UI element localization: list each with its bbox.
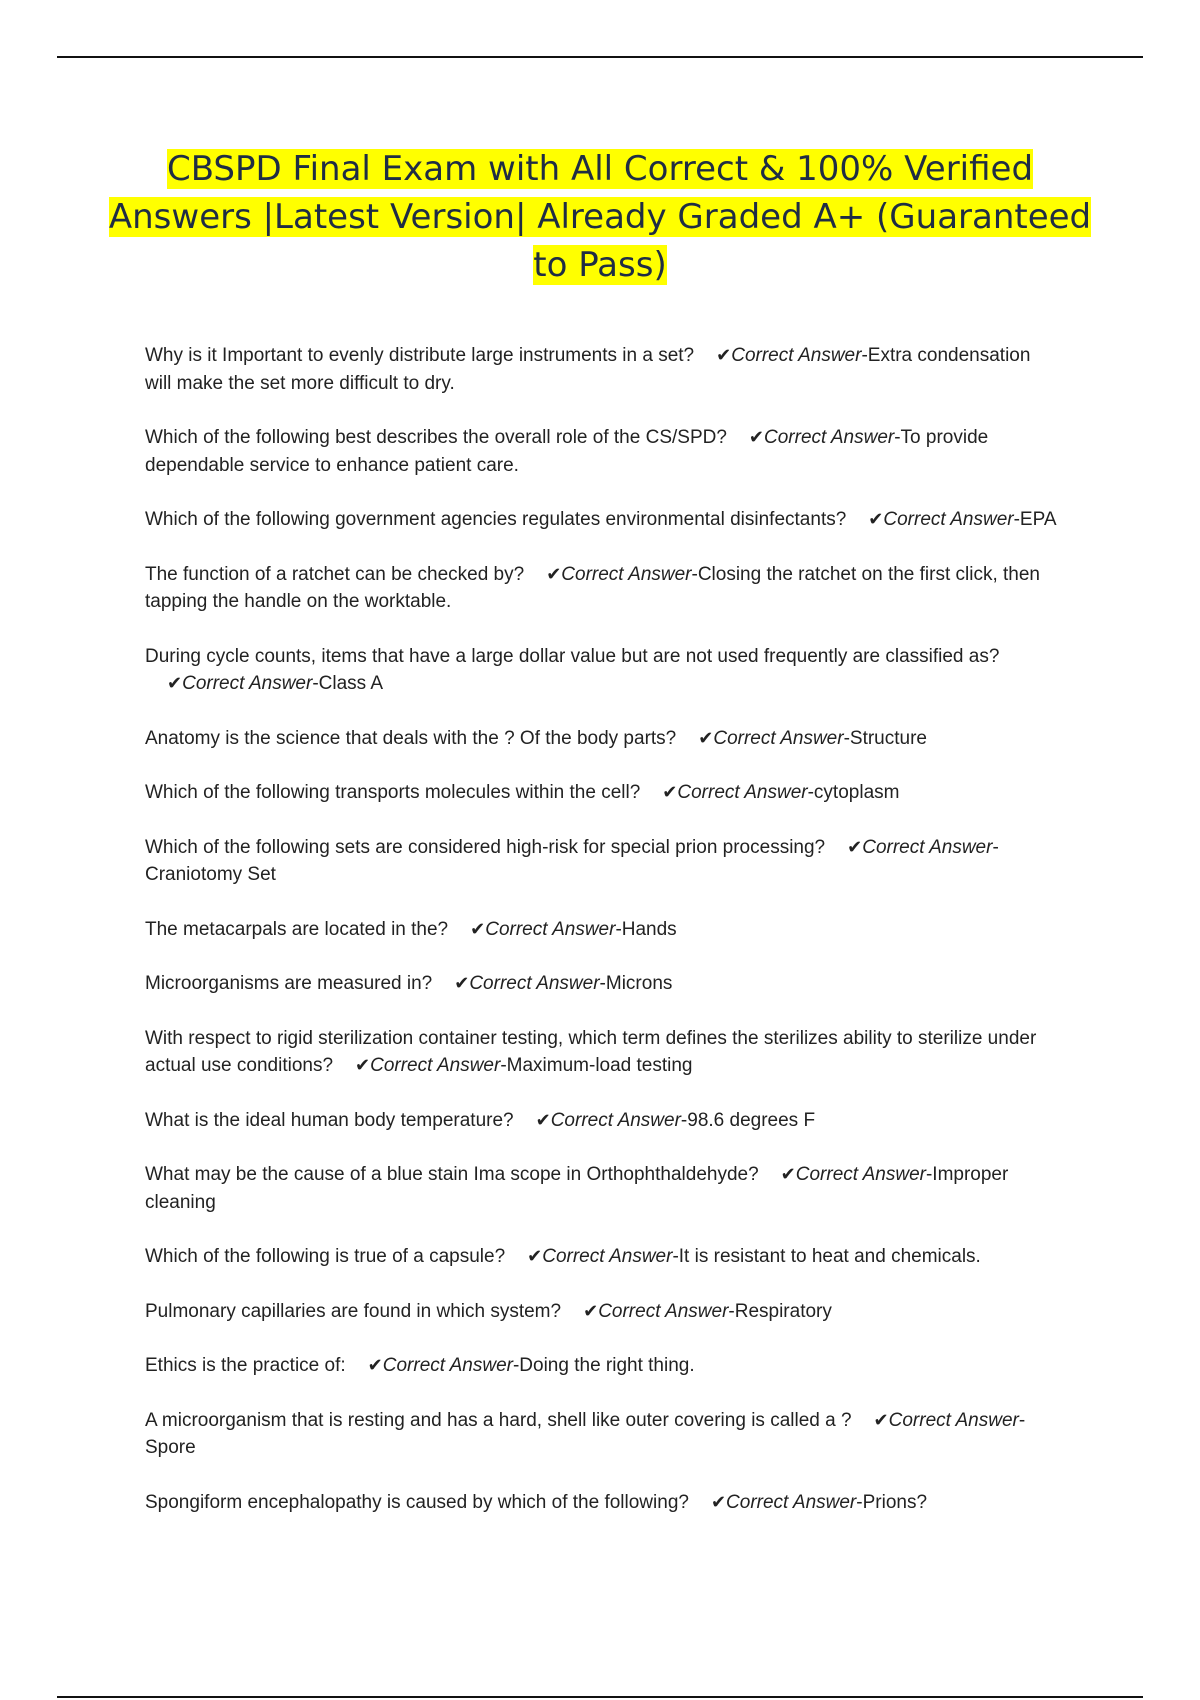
answer-text: -Spore [145,1409,1026,1458]
answer-text: -Microns [599,973,673,994]
checkmark-icon: ✔ [167,673,183,694]
qa-item [145,561,1060,616]
question-text: Why is it Important to evenly distribute large instruments in a set? [145,345,695,366]
question-text: Which of the following transports molecules within the cell? [145,782,641,803]
checkmark-icon: ✔ [780,1164,796,1185]
answer-text: -98.6 degrees F [680,1109,816,1131]
answer-label: Correct Answer [764,427,895,448]
answer-label: Correct Answer [883,509,1014,530]
checkmark-icon: ✔ [710,1491,727,1513]
document-title [100,145,1100,289]
answer-text: -Extra condensation will make the set more difficult to dry. [145,345,1031,394]
checkmark-icon: ✔ [367,1355,383,1376]
qa-item [145,643,1060,698]
answer-text: -Maximum-load testing [500,1055,693,1076]
question-text: Which of the following government agencies regulates environmental disinfectants? [145,509,847,530]
answer-text: -Hands [615,918,677,940]
answer-label: Correct Answer [370,1055,501,1076]
answer-label: Correct Answer [550,1109,681,1131]
answer-label: Correct Answer [713,727,844,749]
answer-label: Correct Answer [469,973,600,994]
checkmark-icon: ✔ [748,427,764,448]
qa-item [145,1161,1060,1216]
qa-item [145,1352,1060,1380]
answer-text: -Doing the right thing. [512,1355,695,1376]
qa-item [145,342,1060,397]
qa-item [145,1243,1060,1271]
answer-label: Correct Answer [862,836,993,858]
qa-item [145,834,1060,889]
qa-item [145,1107,1060,1135]
qa-item [145,725,1060,753]
question-text: Pulmonary capillaries are found in which system? [145,1300,562,1322]
answer-text: -Improper cleaning [145,1164,1009,1213]
top-divider [57,56,1143,58]
question-text: The function of a ratchet can be checked by? [145,563,525,585]
checkmark-icon: ✔ [535,1109,551,1131]
answer-text: -Craniotomy Set [145,836,999,885]
qa-item [145,506,1060,534]
answer-label: Correct Answer [542,1246,673,1267]
answer-text: -Prions? [856,1491,928,1513]
answer-label: Correct Answer [485,918,616,940]
answer-text: -Closing the ratchet on the first click, then tapping the handle on the worktable. [145,563,1040,612]
answer-label: Correct Answer [598,1300,729,1322]
qa-item [145,424,1060,479]
answer-label: Correct Answer [726,1491,857,1513]
qa-item [145,1025,1060,1080]
question-text: Spongiform encephalopathy is caused by which of the following? [145,1491,689,1513]
answer-text: -It is resistant to heat and chemicals. [672,1246,981,1267]
checkmark-icon: ✔ [355,1055,371,1076]
question-text: Which of the following sets are considered high-risk for special prion processing? [145,836,826,858]
answer-label: Correct Answer [561,563,692,585]
answer-text: -Structure [843,727,927,749]
question-text: What may be the cause of a blue stain Ima scope in Orthophthaldehyde? [145,1164,759,1185]
checkmark-icon: ✔ [716,345,732,366]
qa-item [145,1407,1060,1462]
question-text: What is the ideal human body temperature? [145,1109,514,1131]
answer-label: Correct Answer [731,345,862,366]
answer-label: Correct Answer [888,1409,1019,1431]
checkmark-icon: ✔ [847,836,863,858]
answer-text: -Respiratory [728,1300,832,1322]
question-text: Microorganisms are measured in? [145,973,433,994]
bottom-divider [57,1696,1143,1698]
question-text: During cycle counts, items that have a large dollar value but are not used frequently are classified as? [145,645,1000,667]
checkmark-icon: ✔ [546,563,562,585]
answer-label: Correct Answer [182,673,313,694]
qa-item [145,1298,1060,1326]
question-text: The metacarpals are located in the? [145,918,449,940]
checkmark-icon: ✔ [583,1300,599,1322]
question-text: Anatomy is the science that deals with the ? Of the body parts? [145,727,677,749]
question-text: Which of the following best describes the overall role of the CS/SPD? [145,427,727,448]
qa-item [145,779,1060,807]
qa-item [145,970,1060,998]
checkmark-icon: ✔ [698,727,714,749]
title-highlight: CBSPD Final Exam with All Correct & 100% Verified Answers |Latest Version| Already Graded A+ (Guaranteed to Pass) [108,149,1092,285]
checkmark-icon: ✔ [470,918,486,940]
checkmark-icon: ✔ [868,509,884,530]
answer-text: -To provide dependable service to enhance patient care. [145,427,989,476]
answer-text: -Class A [312,673,384,694]
answer-text: -EPA [1013,509,1057,530]
answer-label: Correct Answer [382,1355,513,1376]
qa-item [145,916,1060,944]
question-text: Ethics is the practice of: [145,1355,346,1376]
checkmark-icon: ✔ [873,1409,889,1431]
qa-item [145,1489,1060,1517]
question-text: With respect to rigid sterilization container testing, which term defines the sterilizes ability to sterilize under actual use conditions? [145,1027,1037,1076]
answer-label: Correct Answer [677,782,808,803]
checkmark-icon: ✔ [662,782,678,803]
answer-label: Correct Answer [795,1164,926,1185]
qa-list [145,342,1060,1543]
question-text: A microorganism that is resting and has a hard, shell like outer covering is called a ? [145,1409,852,1431]
checkmark-icon: ✔ [527,1246,543,1267]
answer-text: -cytoplasm [807,782,900,803]
checkmark-icon: ✔ [454,973,470,994]
question-text: Which of the following is true of a capsule? [145,1246,506,1267]
